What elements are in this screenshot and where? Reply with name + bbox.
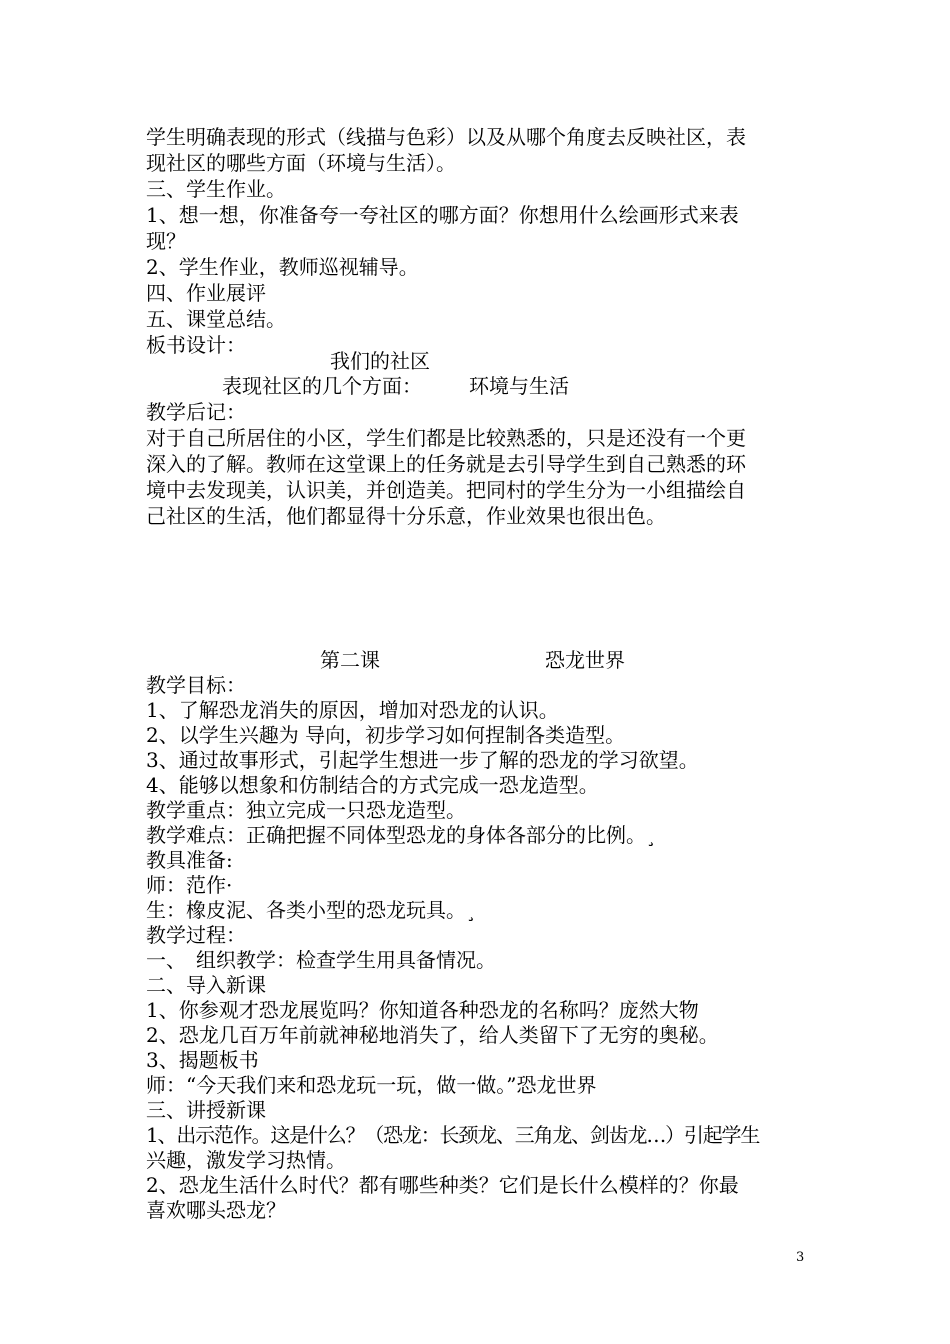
board-left-text: 表现社区的几个方面：	[222, 374, 422, 398]
text-line: 教学目标：	[146, 673, 246, 697]
page-number: 3	[796, 1250, 805, 1265]
text-line: 生：橡皮泥、各类小型的恐龙玩具。¸	[146, 898, 476, 922]
afterword-label: 教学后记：	[146, 400, 246, 424]
text-line: 教具准备:	[146, 848, 233, 872]
text-line: 兴趣，激发学习热情。	[146, 1148, 346, 1172]
text-line: 3、揭题板书	[146, 1048, 259, 1072]
text-line: 四、作业展评	[146, 281, 266, 305]
text-line: 2、学生作业，教师巡视辅导。	[146, 255, 419, 279]
text-line: 2、以学生兴趣为 导向，初步学习如何捏制各类造型。	[146, 723, 626, 747]
lesson-number: 第二课	[320, 648, 380, 672]
text-line: 教学重点：独立完成一只恐龙造型。	[146, 798, 466, 822]
text-line: 现社区的哪些方面（环境与生活）。	[146, 151, 456, 175]
text-line: 己社区的生活，他们都显得十分乐意，作业效果也很出色。	[146, 504, 666, 528]
board-right-text: 环境与生活	[469, 374, 569, 398]
text-line: 喜欢哪头恐龙？	[146, 1198, 286, 1222]
text-line: 现？	[146, 229, 186, 253]
text-line: 境中去发现美，认识美，并创造美。把同村的学生分为一小组描绘自	[146, 478, 746, 502]
text-line: 板书设计：	[146, 333, 246, 357]
text-line: 1、出示范作。这是什么？（恐龙：长颈龙、三角龙、剑齿龙…）引起学生	[146, 1123, 760, 1147]
text-line: 教学难点：正确把握不同体型恐龙的身体各部分的比例。¸	[146, 823, 656, 847]
text-line: 一、 组织教学：检查学生用具备情况。	[146, 948, 496, 972]
text-line: 1、想一想，你准备夸一夸社区的哪方面？你想用什么绘画形式来表	[146, 203, 739, 227]
text-line: 1、了解恐龙消失的原因，增加对恐龙的认识。	[146, 698, 559, 722]
text-line: 教学过程：	[146, 923, 246, 947]
text-line: 2、恐龙几百万年前就神秘地消失了，给人类留下了无穷的奥秘。	[146, 1023, 719, 1047]
text-line: 师：“今天我们来和恐龙玩一玩，做一做。”恐龙世界	[146, 1073, 597, 1097]
text-line: 4、能够以想象和仿制结合的方式完成一恐龙造型。	[146, 773, 599, 797]
text-line: 三、学生作业。	[146, 177, 286, 201]
board-title: 我们的社区	[330, 349, 430, 373]
text-line: 对于自己所居住的小区，学生们都是比较熟悉的，只是还没有一个更	[146, 426, 746, 450]
text-line: 1、你参观才恐龙展览吗？你知道各种恐龙的名称吗？庞然大物	[146, 998, 699, 1022]
lesson-title: 恐龙世界	[545, 648, 625, 672]
text-line: 三、讲授新课	[146, 1098, 266, 1122]
text-line: 3、通过故事形式，引起学生想进一步了解的恐龙的学习欲望。	[146, 748, 699, 772]
text-line: 学生明确表现的形式（线描与色彩）以及从哪个角度去反映社区，表	[146, 125, 746, 149]
text-line: 2、恐龙生活什么时代？都有哪些种类？它们是长什么模样的？你最	[146, 1173, 739, 1197]
text-line: 深入的了解。教师在这堂课上的任务就是去引导学生到自己熟悉的环	[146, 452, 746, 476]
text-line: 五、课堂总结。	[146, 307, 286, 331]
text-line: 师：范作·	[146, 873, 233, 897]
text-line: 二、导入新课	[146, 973, 266, 997]
